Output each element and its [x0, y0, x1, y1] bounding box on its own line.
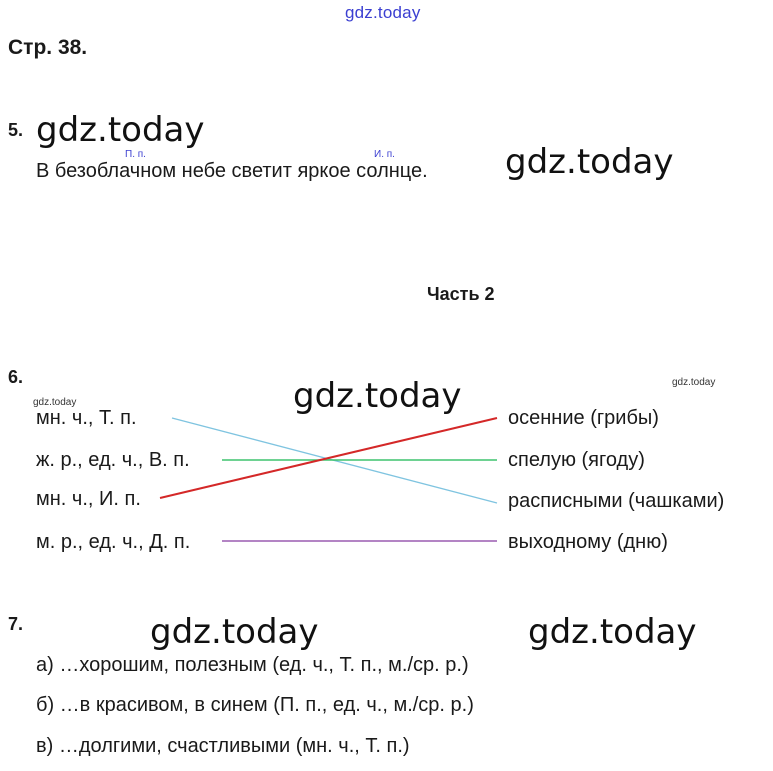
left-item-4: м. р., ед. ч., Д. п. — [36, 531, 191, 553]
left-item-2: ж. р., ед. ч., В. п. — [36, 449, 190, 471]
watermark-big-2: gdz.today — [505, 142, 674, 182]
task7-item-c: в) …долгими, счастливыми (мн. ч., Т. п.) — [36, 735, 410, 757]
left-item-3: мн. ч., И. п. — [36, 488, 141, 510]
watermark-tiny-1: gdz.today — [33, 397, 77, 408]
right-item-2: спелую (ягоду) — [508, 449, 645, 471]
task5-note-case-1: П. п. — [125, 149, 146, 160]
right-item-3: расписными (чашками) — [508, 490, 725, 512]
right-item-1: осенние (грибы) — [508, 407, 659, 429]
task5-note-case-2: И. п. — [374, 149, 395, 160]
watermark-tiny-2: gdz.today — [672, 377, 716, 388]
task7-item-b: б) …в красивом, в синем (П. п., ед. ч., м./ср. р.) — [36, 694, 474, 716]
watermark-big-4: gdz.today — [150, 612, 319, 652]
page-reference: Стр. 38. — [8, 36, 88, 59]
watermark-top: gdz.today — [345, 3, 421, 22]
watermark-big-1: gdz.today — [36, 110, 205, 150]
task6-number: 6. — [8, 367, 24, 387]
task5-sentence: В безоблачном небе светит яркое солнце. — [36, 160, 428, 182]
match-line-3 — [160, 418, 497, 498]
watermark-big-3: gdz.today — [293, 376, 462, 416]
left-item-1: мн. ч., Т. п. — [36, 407, 137, 429]
task5-number: 5. — [8, 120, 24, 140]
task7-number: 7. — [8, 614, 24, 634]
task7-item-a: а) …хорошим, полезным (ед. ч., Т. п., м./ср. р.) — [36, 654, 469, 676]
right-item-4: выходному (дню) — [508, 531, 668, 553]
part-title: Часть 2 — [427, 284, 495, 304]
watermark-big-5: gdz.today — [528, 612, 697, 652]
